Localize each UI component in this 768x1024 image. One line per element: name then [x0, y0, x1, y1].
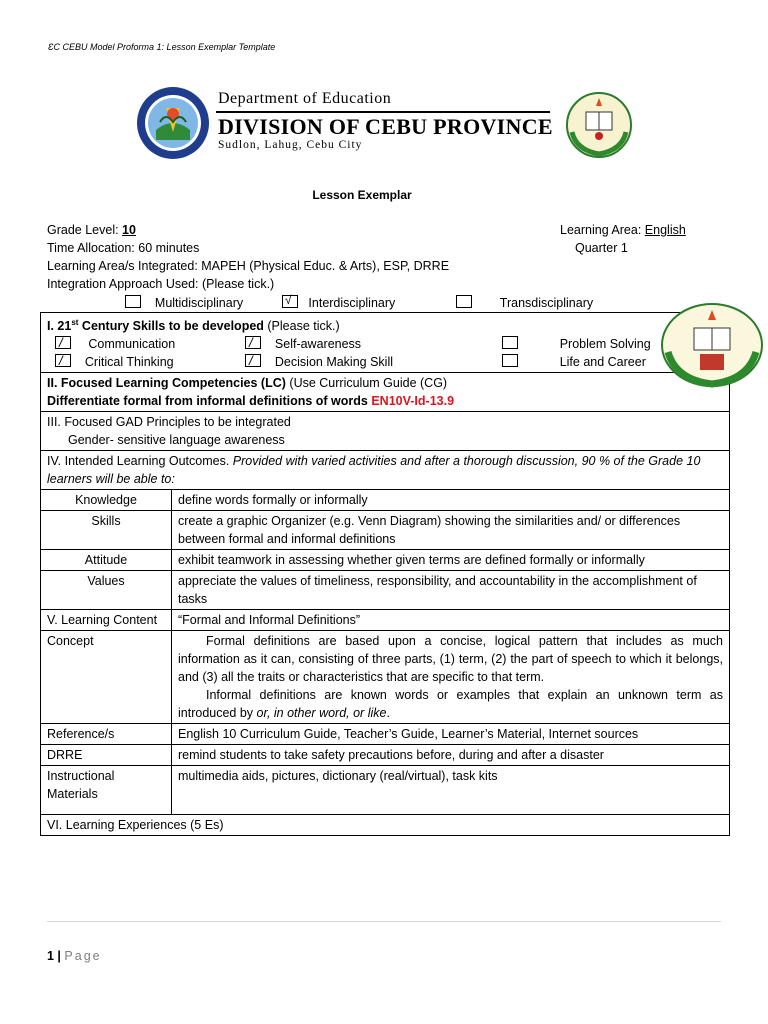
- division-seal-icon: [136, 86, 210, 160]
- skills-heading: I. 21st Century Skills to be developed (Please tick.): [47, 318, 340, 334]
- outcomes-heading: IV. Intended Learning Outcomes.: [47, 454, 233, 469]
- table-row: [41, 631, 730, 724]
- skill-problem-solving[interactable]: Problem Solving: [502, 335, 651, 353]
- references-label: Reference/s: [41, 724, 172, 745]
- skill-self-awareness[interactable]: / Self-awareness: [245, 335, 361, 353]
- table-row: [41, 550, 730, 571]
- learning-area-line: [560, 223, 686, 237]
- area-value: English: [644, 223, 686, 237]
- grade-value: 10: [122, 223, 136, 237]
- approach-label: Transdisciplinary: [499, 296, 594, 310]
- table-row: [41, 490, 730, 511]
- checkbox-checked[interactable]: [245, 354, 261, 367]
- approach-label: Multidisciplinary: [154, 296, 244, 310]
- checkbox-unchecked[interactable]: [125, 295, 141, 308]
- checkbox-unchecked[interactable]: [502, 336, 518, 349]
- approach-multidisciplinary[interactable]: [125, 295, 243, 310]
- content-label: V. Learning Content: [41, 610, 172, 631]
- approach-transdisciplinary[interactable]: [456, 295, 593, 310]
- drre-text: remind students to take safety precautions before, during and after a disaster: [172, 745, 730, 766]
- lesson-table: [40, 312, 730, 836]
- document-title: Lesson Exemplar: [312, 188, 412, 202]
- outcome-label: Values: [41, 571, 172, 610]
- content-text: “Formal and Informal Definitions”: [172, 610, 730, 631]
- grade-level-line: [47, 223, 136, 237]
- table-row: [41, 815, 730, 836]
- references-text: English 10 Curriculum Guide, Teacher’s Guide, Learner’s Material, Internet sources: [172, 724, 730, 745]
- letterhead-rule: [216, 111, 550, 113]
- outcomes-cell: [41, 451, 730, 490]
- approach-label: Interdisciplinary: [308, 296, 396, 310]
- skill-decision-making[interactable]: / Decision Making Skill: [245, 353, 393, 371]
- gad-text: Gender- sensitive language awareness: [68, 433, 285, 448]
- checkbox-checked[interactable]: [55, 354, 71, 367]
- competency-text: Differentiate formal from informal definitions of words EN10V-Id-13.9: [47, 394, 455, 409]
- outcome-text: define words formally or informally: [172, 490, 730, 511]
- checkbox-checked[interactable]: [245, 336, 261, 349]
- concept-label: Concept: [41, 631, 172, 724]
- areas-integrated: Learning Area/s Integrated: MAPEH (Physical Educ. & Arts), ESP, DRRE: [47, 259, 450, 273]
- quarter: Quarter 1: [575, 241, 628, 255]
- running-head: ƐC CEBU Model Proforma 1: Lesson Exemplar Template: [48, 42, 276, 52]
- table-row: [41, 766, 730, 815]
- outcomes-intro: Provided with varied activities and after a thorough discussion, 90 % of the Grade 10 learners will be able to:: [47, 454, 701, 487]
- concept-paragraph-informal: Informal definitions are known words or examples that explain an unknown term as introduced by or, in other word, or like.: [178, 688, 723, 721]
- concept-text: [172, 631, 730, 724]
- checkbox-unchecked[interactable]: [502, 354, 518, 367]
- outcome-label: Knowledge: [41, 490, 172, 511]
- school-seal-icon: [566, 92, 632, 158]
- checkbox-checked[interactable]: [55, 336, 71, 349]
- footer-rule: [47, 921, 721, 922]
- drre-label: DRRE: [41, 745, 172, 766]
- skills-cell: [41, 313, 730, 373]
- division-name: DIVISION OF CEBU PROVINCE: [218, 114, 553, 139]
- outcome-label: Attitude: [41, 550, 172, 571]
- skill-critical-thinking[interactable]: / Critical Thinking: [55, 353, 174, 371]
- table-row: [41, 724, 730, 745]
- page-footer: 1 | Page: [47, 949, 102, 963]
- table-row: [41, 571, 730, 610]
- time-allocation: Time Allocation: 60 minutes: [47, 241, 200, 255]
- experiences-heading: VI. Learning Experiences (5 Es): [41, 815, 730, 836]
- materials-label: Instructional Materials: [41, 766, 172, 815]
- department-name: Department of Education: [218, 90, 392, 107]
- area-label: Learning Area:: [560, 223, 645, 237]
- outcome-text: exhibit teamwork in assessing whether given terms are defined formally or informally: [172, 550, 730, 571]
- checkbox-checked[interactable]: [282, 295, 298, 308]
- table-row: [41, 511, 730, 550]
- skill-communication[interactable]: / Communication: [55, 335, 175, 353]
- division-address: Sudlon, Lahug, Cebu City: [218, 139, 363, 151]
- checkbox-unchecked[interactable]: [456, 295, 472, 308]
- table-row: [41, 610, 730, 631]
- gad-cell: [41, 412, 730, 451]
- gad-heading: III. Focused GAD Principles to be integrated: [47, 415, 291, 430]
- approach-interdisciplinary[interactable]: [282, 295, 395, 310]
- page-number: 1: [47, 949, 54, 963]
- materials-text: multimedia aids, pictures, dictionary (real/virtual), task kits: [172, 766, 730, 815]
- competencies-heading: II. Focused Learning Competencies (LC) (Use Curriculum Guide (CG): [47, 376, 448, 391]
- outcome-text: create a graphic Organizer (e.g. Venn Diagram) showing the similarities and/ or differences between formal and informal definitions: [172, 511, 730, 550]
- table-row: [41, 745, 730, 766]
- outcome-label: Skills: [41, 511, 172, 550]
- competency-code: EN10V-Id-13.9: [371, 394, 455, 409]
- school-badge-icon: [660, 302, 764, 388]
- competencies-cell: [41, 373, 730, 412]
- outcome-text: appreciate the values of timeliness, responsibility, and accountability in the accomplishment of tasks: [172, 571, 730, 610]
- grade-label: Grade Level:: [47, 223, 123, 237]
- integration-approach: Integration Approach Used: (Please tick.): [47, 277, 275, 291]
- concept-paragraph-formal: Formal definitions are based upon a concise, logical pattern that includes as much information as it can, consisting of three parts, (1) term, (2) the part of speech to which it belongs, and (3) all the traits or characteristics that are specific to that term.: [178, 634, 723, 685]
- page-word: Page: [64, 949, 102, 963]
- skill-life-career[interactable]: Life and Career: [502, 353, 646, 371]
